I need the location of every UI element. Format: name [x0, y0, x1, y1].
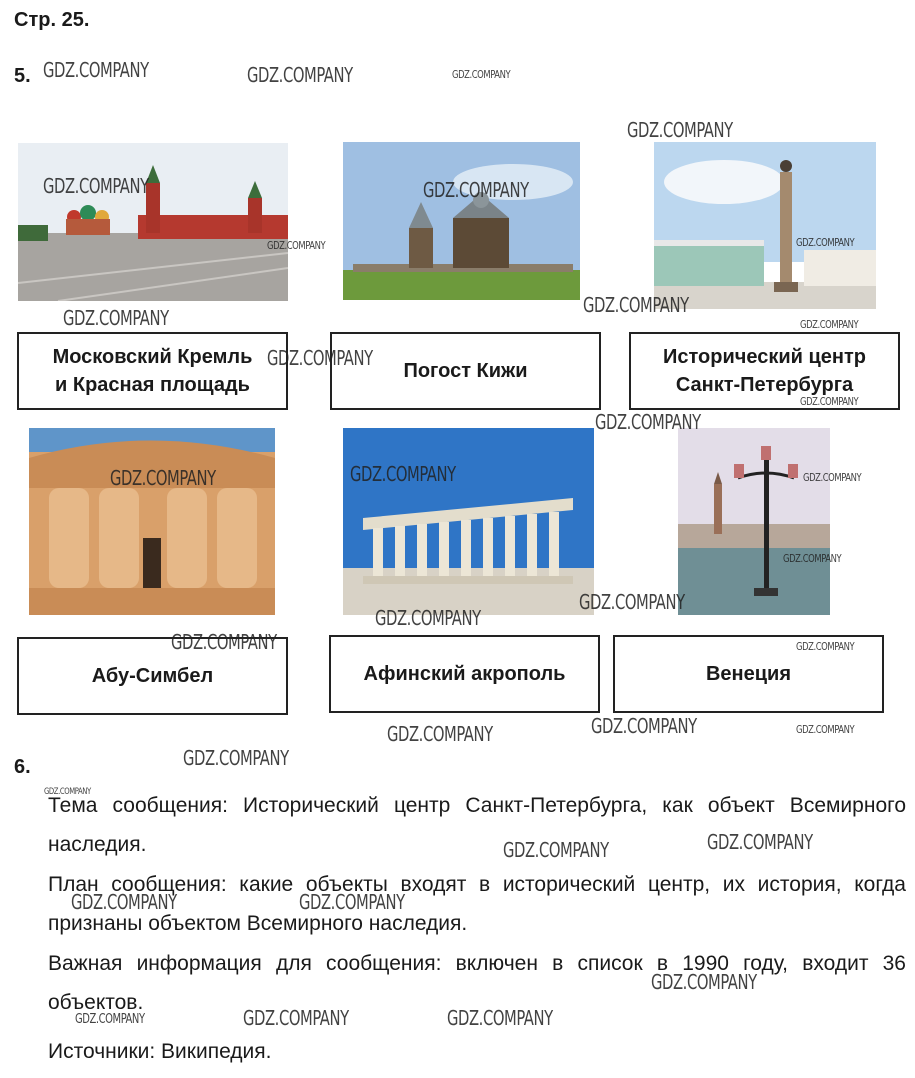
- label-line: Исторический центр: [662, 346, 867, 368]
- watermark: GDZ.COMPANY: [651, 970, 757, 994]
- paragraph-important-info: Важная информация для сообщения: включен в список в 1990 году, входит 36 объектов.: [48, 952, 906, 1014]
- watermark: GDZ.COMPANY: [796, 723, 855, 736]
- task-5-number: 5.: [14, 65, 31, 87]
- task-6-number: 6.: [14, 756, 31, 778]
- watermark: GDZ.COMPANY: [183, 746, 289, 770]
- label-line: Венеция: [705, 663, 792, 685]
- watermark: GDZ.COMPANY: [387, 722, 493, 746]
- watermark: GDZ.COMPANY: [583, 293, 689, 317]
- watermark: GDZ.COMPANY: [171, 630, 277, 654]
- label-st-petersburg: [629, 332, 900, 410]
- label-line: Московский Кремль: [52, 346, 253, 368]
- watermark: GDZ.COMPANY: [71, 890, 177, 914]
- watermark: GDZ.COMPANY: [247, 63, 353, 87]
- watermark: GDZ.COMPANY: [375, 606, 481, 630]
- watermark: GDZ.COMPANY: [110, 466, 216, 490]
- watermark: GDZ.COMPANY: [423, 178, 529, 202]
- label-line: и Красная площадь: [55, 374, 250, 396]
- watermark: GDZ.COMPANY: [63, 306, 169, 330]
- watermark: GDZ.COMPANY: [800, 318, 859, 331]
- watermark: GDZ.COMPANY: [267, 346, 373, 370]
- watermark: GDZ.COMPANY: [579, 590, 685, 614]
- palace-square-photo: [654, 142, 876, 309]
- watermark: GDZ.COMPANY: [75, 1012, 145, 1027]
- watermark: GDZ.COMPANY: [796, 640, 855, 653]
- label-line: Абу-Симбел: [91, 665, 214, 687]
- watermark: GDZ.COMPANY: [44, 787, 91, 797]
- abu-simbel-photo: [29, 428, 275, 615]
- label-line: Санкт-Петербурга: [675, 374, 854, 396]
- kizhi-pogost-photo: [343, 142, 580, 300]
- watermark: GDZ.COMPANY: [803, 471, 862, 484]
- watermark: GDZ.COMPANY: [796, 236, 855, 249]
- watermark: GDZ.COMPANY: [452, 68, 511, 81]
- watermark: GDZ.COMPANY: [707, 830, 813, 854]
- label-kizhi: [330, 332, 601, 410]
- label-moscow-kremlin: [17, 332, 288, 410]
- paragraph-sources: Источники: Википедия.: [48, 1040, 272, 1063]
- label-line: Афинский акрополь: [363, 663, 566, 685]
- watermark: GDZ.COMPANY: [591, 714, 697, 738]
- watermark: GDZ.COMPANY: [800, 395, 859, 408]
- paragraph-plan: План сообщения: какие объекты входят в исторический центр, их история, когда признаны объектом Всемирного наследия.: [48, 873, 906, 935]
- watermark: GDZ.COMPANY: [783, 552, 842, 565]
- watermark: GDZ.COMPANY: [503, 838, 609, 862]
- red-square-kremlin-photo: [18, 143, 288, 301]
- watermark: GDZ.COMPANY: [43, 58, 149, 82]
- watermark: GDZ.COMPANY: [350, 462, 456, 486]
- watermark: GDZ.COMPANY: [43, 174, 149, 198]
- watermark: GDZ.COMPANY: [299, 890, 405, 914]
- label-acropolis: [329, 635, 600, 713]
- label-line: Погост Кижи: [403, 360, 528, 382]
- parthenon-photo: [343, 428, 594, 615]
- watermark: GDZ.COMPANY: [627, 118, 733, 142]
- venice-photo: [678, 428, 830, 615]
- watermark: GDZ.COMPANY: [243, 1006, 349, 1030]
- watermark: GDZ.COMPANY: [267, 239, 326, 252]
- watermark: GDZ.COMPANY: [447, 1006, 553, 1030]
- paragraph-topic: Тема сообщения: Исторический центр Санкт-Петербурга, как объект Всемирного наследия.: [48, 794, 906, 856]
- watermark: GDZ.COMPANY: [595, 410, 701, 434]
- page-heading: Стр. 25.: [14, 9, 90, 31]
